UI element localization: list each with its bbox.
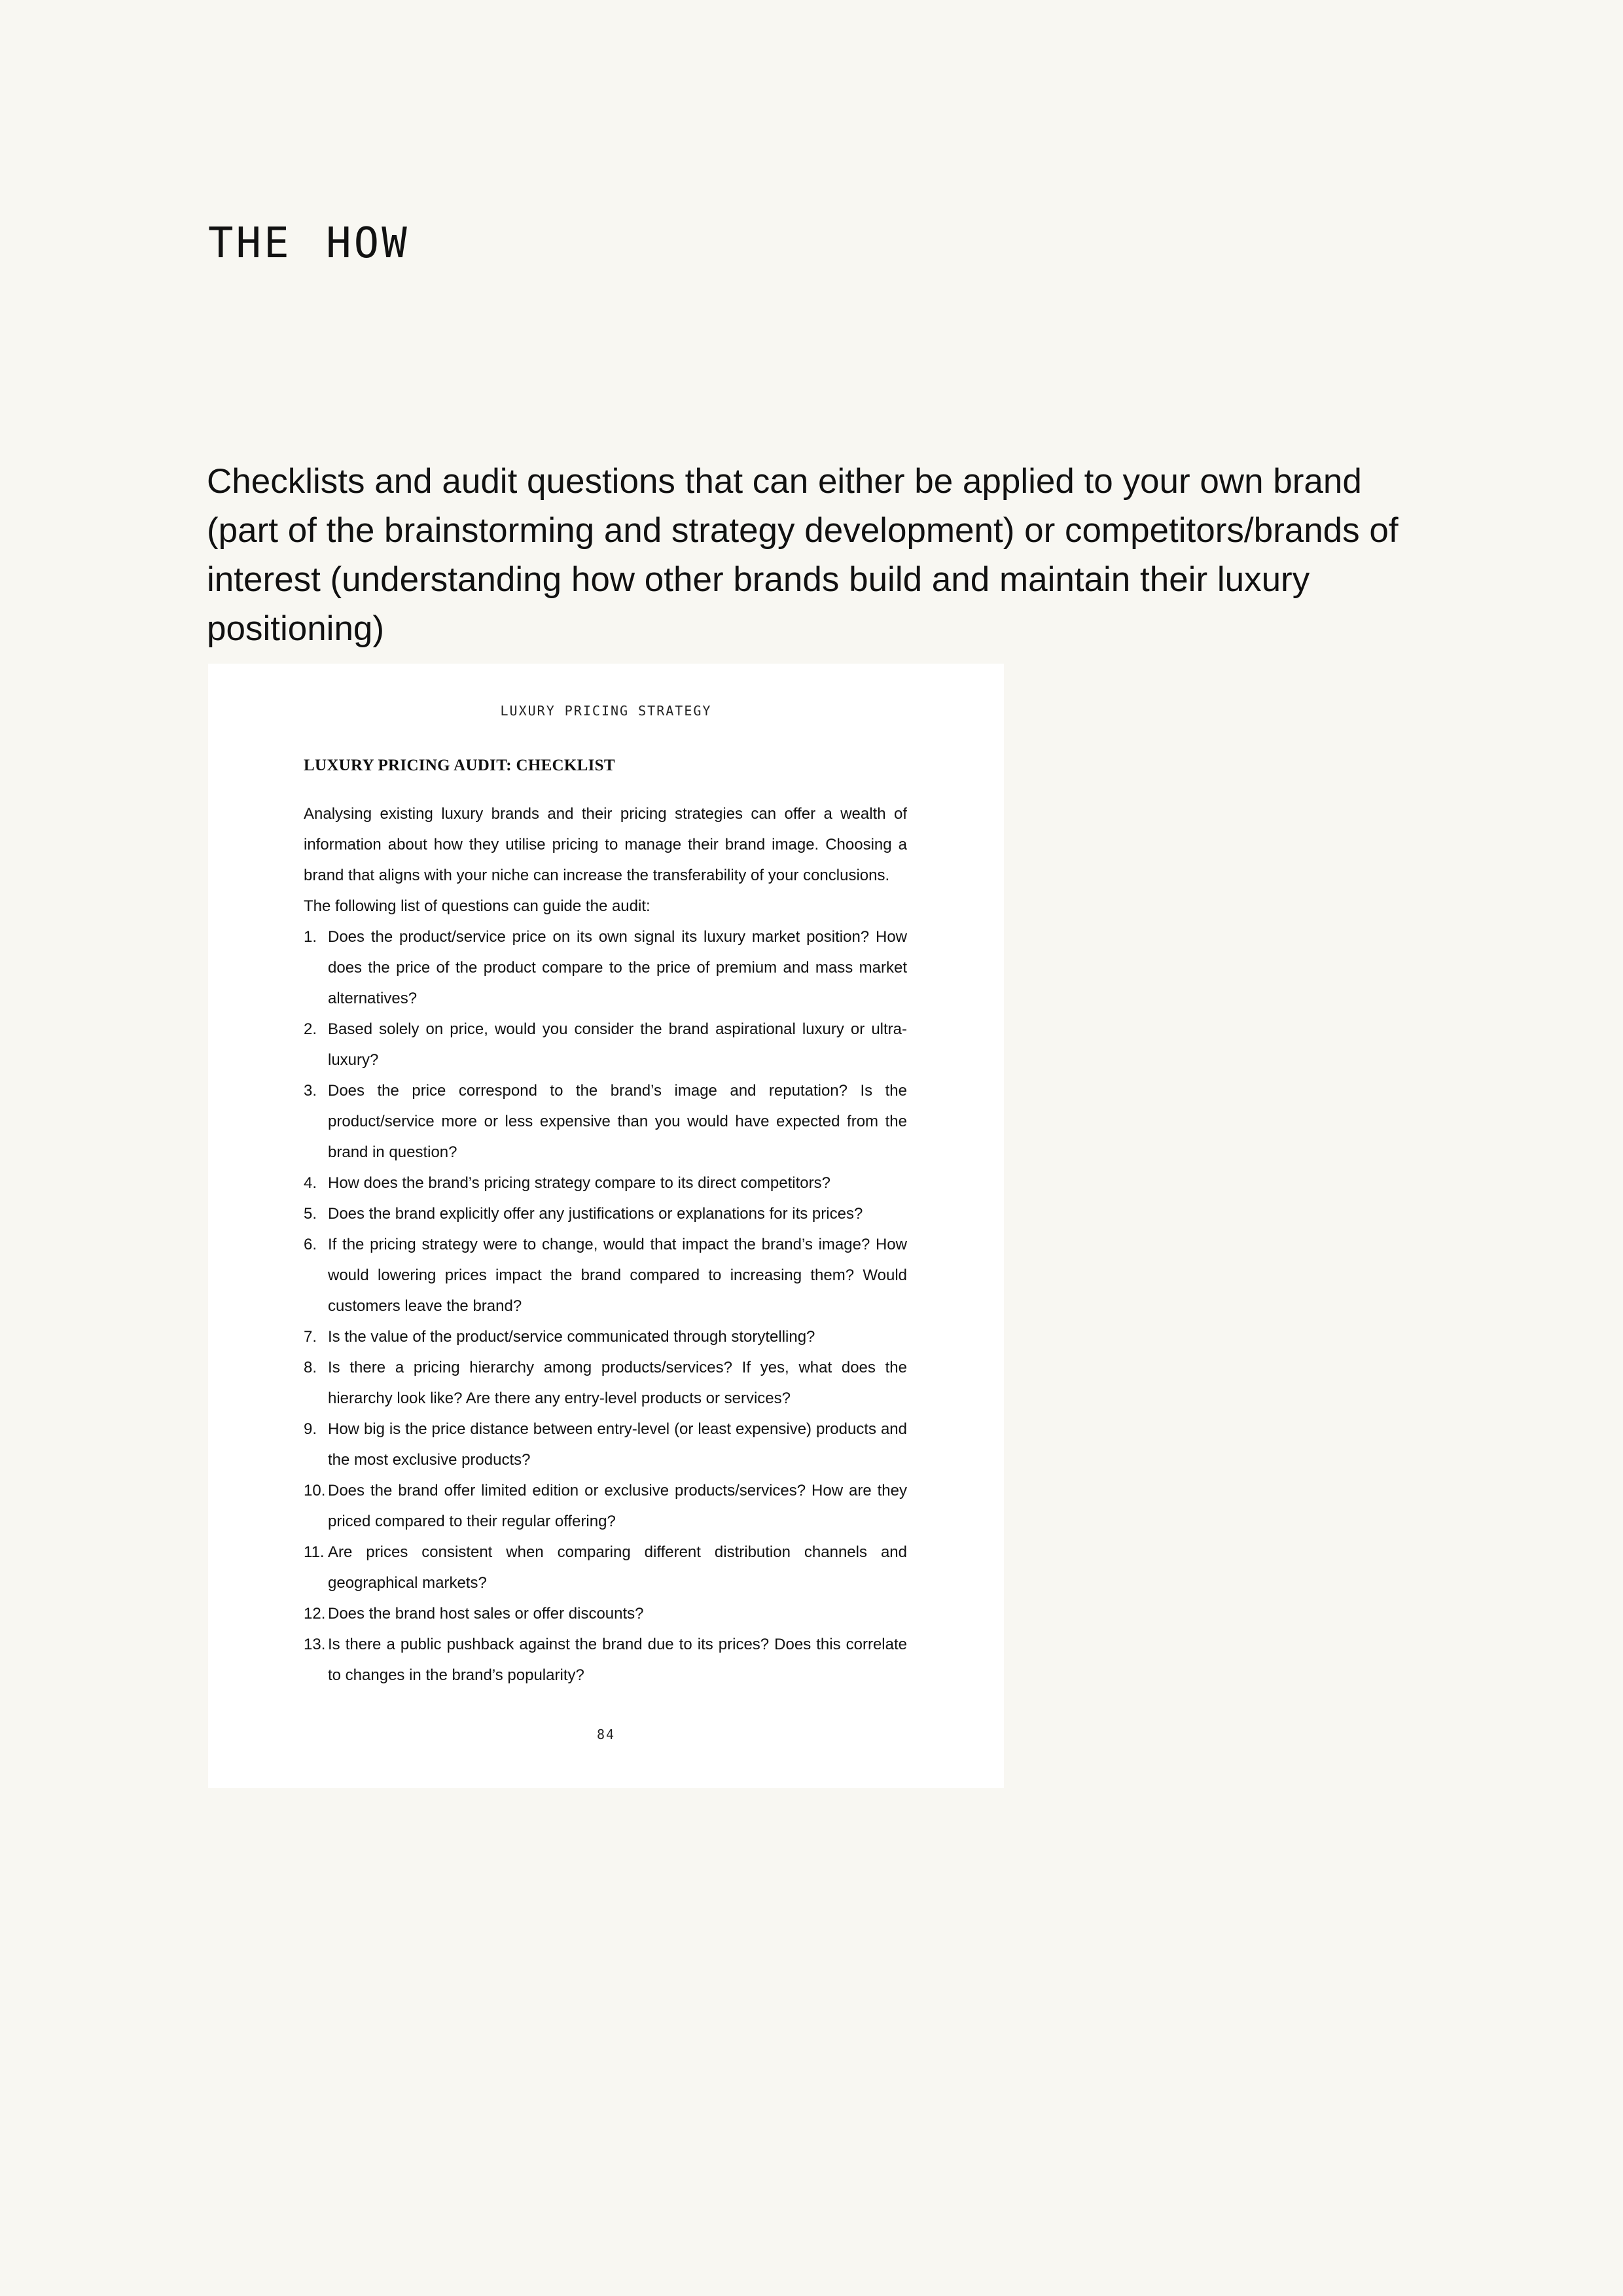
page-number: 84 [596,1727,616,1742]
intro-lead: The following list of questions can guide the audit: [304,897,651,915]
list-item-number: 7. [304,1328,317,1346]
list-item-text: Does the brand host sales or offer discounts? [328,1605,644,1623]
list-item-number: 12. [304,1605,326,1623]
list-item [304,1475,907,1537]
list-item-number: 10. [304,1482,326,1499]
list-item [304,1075,907,1168]
page-body [304,798,907,1691]
list-item [304,1537,907,1598]
list-item-text: Is the value of the product/service communicated through storytelling? [328,1328,815,1346]
list-item-text: Does the brand offer limited edition or exclusive products/services? How are they priced compared to their regular offering? [328,1482,907,1530]
list-item-number: 5. [304,1205,317,1223]
list-item [304,922,907,1014]
list-item [304,1014,907,1075]
intro-paragraph [304,798,907,922]
list-item [304,1414,907,1475]
list-item-text: Does the product/service price on its own signal its luxury market position? How does the price of the product compare to the price of premium and mass market alternatives? [328,928,907,1007]
list-item [304,1168,907,1198]
list-item [304,1629,907,1691]
audit-checklist [304,922,907,1691]
list-item-text: If the pricing strategy were to change, would that impact the brand’s image? How would lowering prices impact the brand compared to increasing them? Would customers leave the brand? [328,1236,907,1315]
list-item [304,1598,907,1629]
list-item-text: Does the brand explicitly offer any justifications or explanations for its prices? [328,1205,863,1223]
list-item-number: 11. [304,1543,325,1561]
list-item-text: Is there a pricing hierarchy among products/services? If yes, what does the hierarchy look like? Are there any entry-level products or services? [328,1359,907,1407]
book-page-preview [208,664,1004,1788]
list-item-number: 13. [304,1636,326,1653]
list-item [304,1352,907,1414]
intro-paragraph-text: Analysing existing luxury brands and their pricing strategies can offer a wealth of information about how they utilise pricing to manage their brand image. Choosing a brand that aligns with your niche can increase the transferability of your conclusions. [304,805,907,884]
section-intro: Checklists and audit questions that can either be applied to your own brand (part of the brainstorming and strategy development) or competitors/brands of interest (understanding how other brands build and maintain their luxury positioning) [207,462,1399,648]
section-title: THE HOW [208,219,410,268]
list-item-number: 9. [304,1420,317,1438]
list-item-text: Does the price correspond to the brand’s image and reputation? Is the product/service more or less expensive than you would have expected from the brand in question? [328,1082,907,1161]
list-item-text: Based solely on price, would you consider the brand aspirational luxury or ultra-luxury? [328,1020,907,1069]
list-item-text: How does the brand’s pricing strategy compare to its direct competitors? [328,1174,830,1192]
running-head: LUXURY PRICING STRATEGY [500,703,712,719]
list-item-number: 4. [304,1174,317,1192]
list-item-number: 3. [304,1082,317,1100]
list-item-text: Is there a public pushback against the brand due to its prices? Does this correlate to changes in the brand’s popularity? [328,1636,907,1684]
list-item-number: 2. [304,1020,317,1038]
list-item [304,1229,907,1321]
list-item [304,1198,907,1229]
list-item-text: Are prices consistent when comparing different distribution channels and geographical markets? [328,1543,907,1592]
list-item [304,1321,907,1352]
list-item-number: 8. [304,1359,317,1376]
audit-title: LUXURY PRICING AUDIT: CHECKLIST [304,757,615,774]
list-item-text: How big is the price distance between entry-level (or least expensive) products and the most exclusive products? [328,1420,907,1469]
list-item-number: 6. [304,1236,317,1253]
list-item-number: 1. [304,928,317,946]
